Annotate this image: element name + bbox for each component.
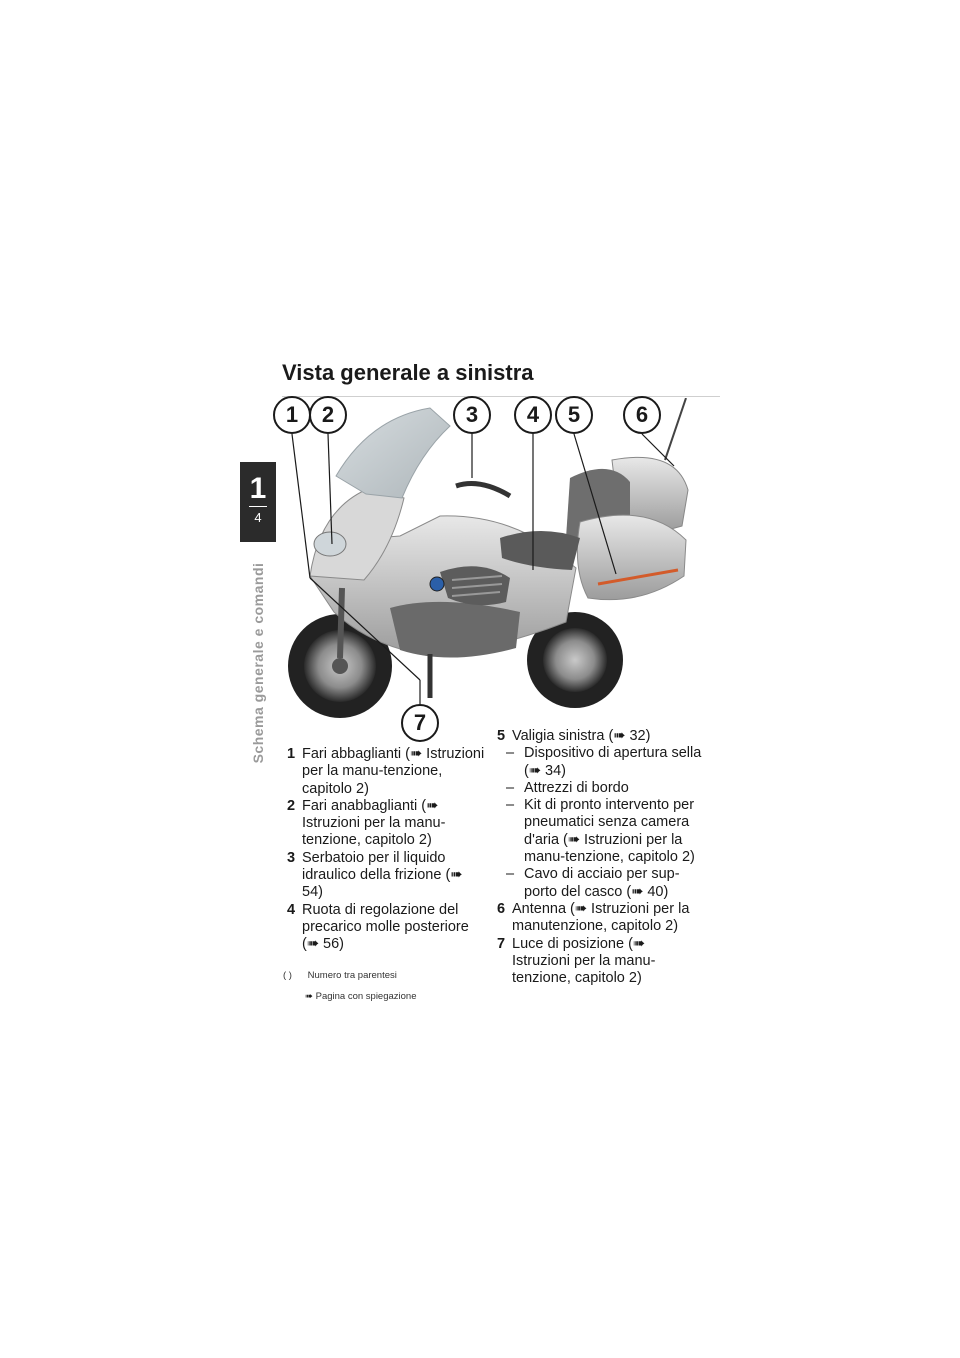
list-item — [287, 902, 487, 954]
dash: – — [506, 866, 515, 883]
chapter-number: 1 — [249, 472, 267, 505]
list-item — [287, 798, 487, 850]
item-number: 7 — [497, 935, 506, 952]
sub-item-text: Attrezzi di bordo — [524, 779, 629, 796]
list-item — [497, 728, 702, 745]
item-number: 5 — [497, 728, 506, 744]
item-number: 6 — [497, 900, 506, 917]
sub-item — [497, 745, 702, 780]
dash: – — [506, 797, 515, 814]
legend-text: Pagina con spiegazione — [315, 991, 417, 1002]
callout-1: 1 — [273, 396, 311, 434]
dash: – — [506, 745, 515, 762]
item-text: Fari abbaglianti (➠ Istruzioni per la manu-tenzione, capitolo 2) — [302, 746, 485, 797]
item-number: 2 — [287, 797, 296, 814]
item-text: Valigia sinistra (➠ 32) — [512, 728, 651, 744]
callout-6: 6 — [623, 396, 661, 434]
arrow-icon: ➠ — [305, 991, 313, 1002]
callout-4: 4 — [514, 396, 552, 434]
sub-item — [497, 797, 702, 866]
item-number: 1 — [287, 746, 296, 762]
legend-text: Numero tra parentesi — [307, 970, 397, 981]
item-text: Luce di posizione (➠ Istruzioni per la manu-tenzione, capitolo 2) — [512, 935, 656, 987]
sub-item — [497, 780, 702, 797]
legend-row — [283, 991, 417, 1002]
motorcycle-photo — [280, 398, 720, 738]
legend-list-left — [287, 746, 487, 954]
item-text: Ruota di regolazione del precarico molle posteriore (➠ 56) — [302, 901, 469, 953]
list-item — [287, 850, 487, 902]
sub-item-text: Kit di pronto intervento per pneumatici senza camera d'aria (➠ Istruzioni per la manu-tenzione, capitolo 2) — [524, 797, 695, 866]
dash: – — [506, 779, 515, 796]
sub-item-text: Cavo di acciaio per sup-porto del casco (➠ 40) — [524, 866, 680, 900]
page-title: Vista generale a sinistra — [282, 360, 534, 385]
item-text: Antenna (➠ Istruzioni per la manutenzione, capitolo 2) — [512, 900, 690, 935]
item-text: Fari anabbaglianti (➠ Istruzioni per la manu-tenzione, capitolo 2) — [302, 797, 446, 849]
list-item — [287, 746, 487, 798]
list-item — [497, 901, 702, 936]
title-divider — [282, 396, 720, 397]
symbol-legend — [283, 970, 417, 1012]
item-text: Serbatoio per il liquido idraulico della frizione (➠ 54) — [302, 849, 463, 901]
list-item — [497, 936, 702, 988]
item-number: 4 — [287, 901, 296, 918]
callout-7: 7 — [401, 704, 439, 742]
page-number: 4 — [254, 510, 262, 525]
callout-5: 5 — [555, 396, 593, 434]
callout-3: 3 — [453, 396, 491, 434]
paren-symbol: ( ) — [283, 970, 292, 981]
callout-2: 2 — [309, 396, 347, 434]
sub-item — [497, 866, 702, 901]
legend-list-right — [497, 728, 702, 987]
legend-row — [283, 970, 417, 981]
sub-item-text: Dispositivo di apertura sella (➠ 34) — [524, 745, 702, 779]
section-label: Schema generale e comandi — [250, 562, 266, 764]
item-number: 3 — [287, 849, 296, 866]
chapter-tab — [240, 462, 276, 542]
